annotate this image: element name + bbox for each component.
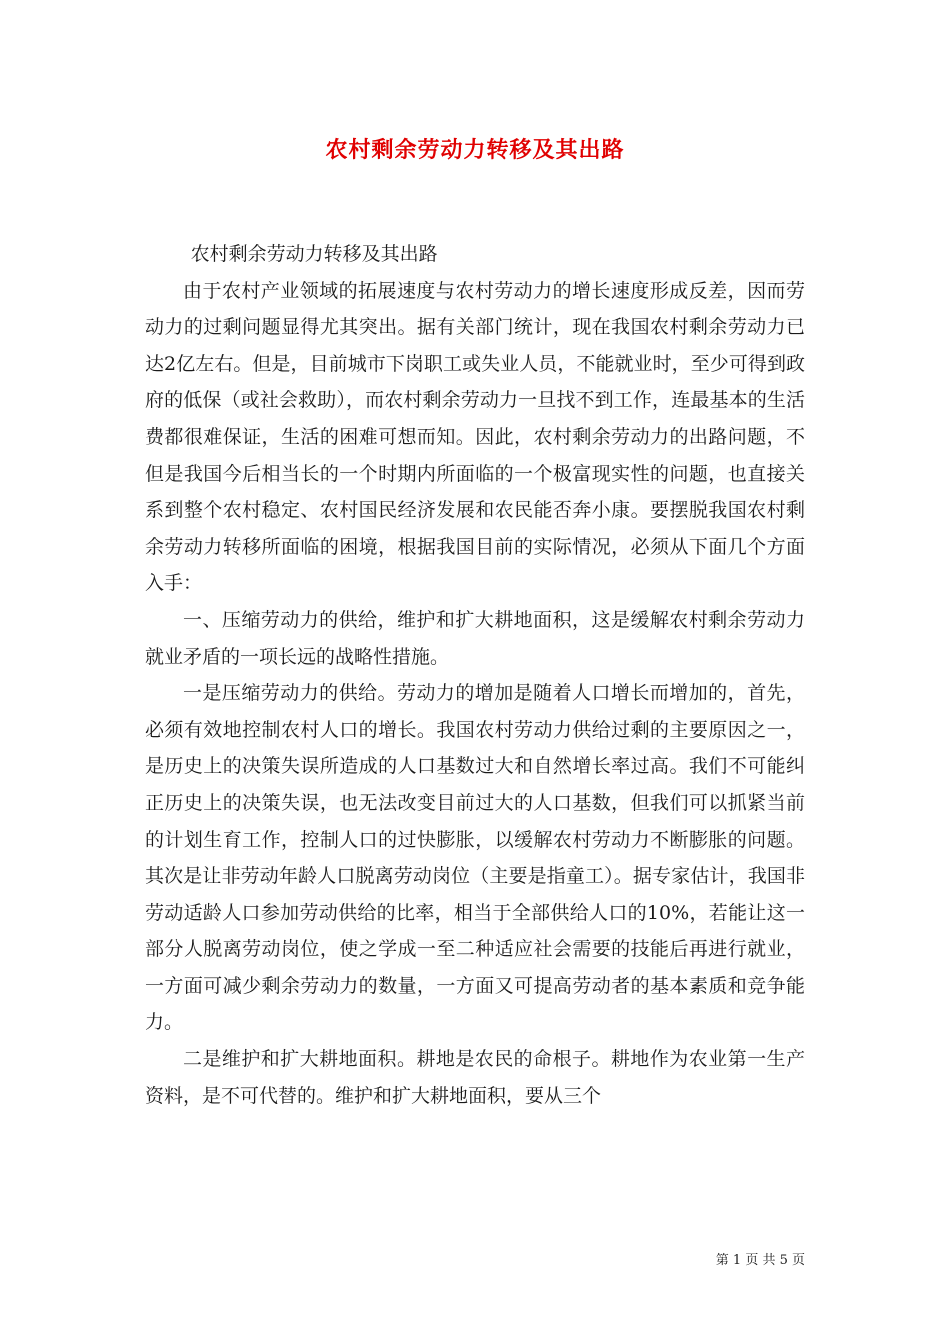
paragraph: 由于农村产业领域的拓展速度与农村劳动力的增长速度形成反差，因而劳动力的过剩问题显得尤其突出。据有关部门统计，现在我国农村剩余劳动力已达2亿左右。但是，目前城市下岗职工或失业人员，不能就业时，至少可得到政府的低保（或社会救助），而农村剩余劳动力一旦找不到工作，连最基本的生活费都很难保证，生活的困难可想而知。因此，农村剩余劳动力的出路问题，不但是我国今后相当长的一个时期内所面临的一个极富现实性的问题，也直接关系到整个农村稳定、农村国民经济发展和农民能否奔小康。要摆脱我国农村剩余劳动力转移所面临的困境，根据我国目前的实际情况，必须从下面几个方面入手：	[145, 279, 805, 595]
page-number: 第 1 页 共 5 页	[715, 1253, 805, 1268]
document-title: 农村剩余劳动力转移及其出路	[325, 137, 625, 163]
document-body	[145, 236, 805, 1114]
paragraph: 一是压缩劳动力的供给。劳动力的增加是随着人口增长而增加的，首先，必须有效地控制农村人口的增长。我国农村劳动力供给过剩的主要原因之一，是历史上的决策失误所造成的人口基数过大和自然增长率过高。我们不可能纠正历史上的决策失误，也无法改变目前过大的人口基数，但我们可以抓紧当前的计划生育工作，控制人口的过快膨胀，以缓解农村劳动力不断膨胀的问题。其次是让非劳动年龄人口脱离劳动岗位（主要是指童工）。据专家估计，我国非劳动适龄人口参加劳动供给的比率，相当于全部供给人口的10%，若能让这一部分人脱离劳动岗位，使之学成一至二种适应社会需要的技能后再进行就业，一方面可减少剩余劳动力的数量，一方面又可提高劳动者的基本素质和竞争能力。	[145, 682, 805, 1034]
document-subtitle: 农村剩余劳动力转移及其出路	[190, 243, 438, 265]
paragraph: 二是维护和扩大耕地面积。耕地是农民的命根子。耕地作为农业第一生产资料，是不可代替的。维护和扩大耕地面积，要从三个	[145, 1048, 805, 1107]
paragraph: 一、压缩劳动力的供给，维护和扩大耕地面积，这是缓解农村剩余劳动力就业矛盾的一项长远的战略性措施。	[145, 608, 805, 668]
